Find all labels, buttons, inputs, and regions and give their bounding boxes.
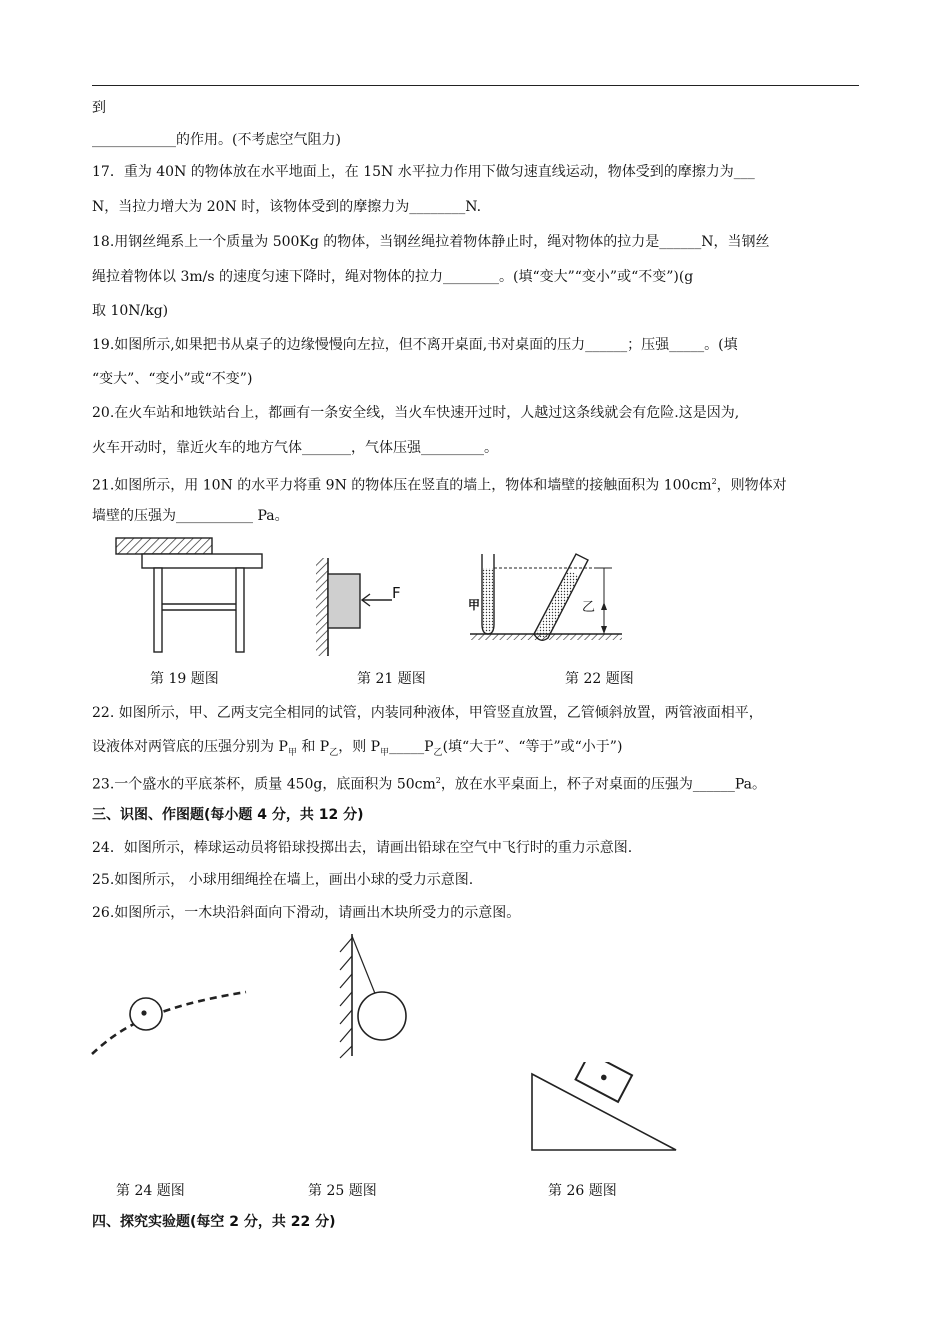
superscript: 2 [711, 477, 717, 486]
question-18: 18.用钢丝绳系上一个质量为 500Kg 的物体，当钢丝绳拉着物体静止时，绳对物体的拉力是______N，当钢丝 [92, 234, 770, 250]
block-on-incline-figure [528, 1062, 680, 1154]
header-rule [92, 85, 859, 86]
question-17: 17．重为 40N 的物体放在水平地面上，在 15N 水平拉力作用下做匀速直线运动，物体受到的摩擦力为___ [92, 164, 755, 180]
question-21 [92, 472, 787, 496]
tube-label-jia: 甲 [468, 598, 481, 612]
question-26: 26.如图所示，一木块沿斜面向下滑动，请画出木块所受力的示意图。 [92, 905, 521, 921]
subscript: 甲 [380, 747, 390, 758]
section-heading: 三、识图、作图题(每小题 4 分，共 12 分) [92, 807, 364, 823]
block-on-wall-figure [310, 554, 420, 658]
fig22-caption: 第 22 题图 [565, 671, 634, 687]
ball-trajectory-figure [86, 984, 256, 1060]
text-segment: ，则物体对 [716, 477, 787, 494]
text-line: ____________的作用。(不考虑空气阻力) [92, 132, 341, 148]
text-segment: 21.如图所示，用 10N 的水平力将重 9N 的物体压在竖直的墙上，物体和墙壁的接触面积为 100cm [92, 477, 712, 494]
text-line: 墙壁的压强为___________ Pa。 [92, 508, 289, 524]
superscript: 2 [435, 776, 441, 785]
text-segment: ，则 P [338, 739, 381, 755]
subscript: 甲 [287, 747, 297, 758]
text-line [92, 737, 622, 763]
table-with-book-figure [112, 534, 272, 656]
subscript: 乙 [329, 747, 339, 758]
fig24-caption: 第 24 题图 [116, 1183, 185, 1199]
hanging-ball-figure [326, 930, 416, 1060]
subscript: 乙 [433, 747, 443, 758]
text-segment: 设液体对两管底的压强分别为 P [92, 739, 288, 755]
force-label: F [392, 584, 401, 602]
question-25: 25.如图所示， 小球用细绳拴在墙上，画出小球的受力示意图. [92, 872, 474, 888]
text-line: N，当拉力增大为 20N 时，该物体受到的摩擦力为________N. [92, 199, 482, 215]
text-segment: ，放在水平桌面上，杯子对桌面的压强为______Pa。 [440, 776, 767, 793]
text-segment: (填“大于”、“等于”或“小于”) [442, 739, 623, 755]
question-22: 22. 如图所示，甲、乙两支完全相同的试管，内装同种液体，甲管竖直放置，乙管倾斜放置，两管液面相平， [92, 705, 763, 721]
text-line: 取 10N/kg) [92, 303, 169, 319]
question-20: 20.在火车站和地铁站台上，都画有一条安全线，当火车快速开过时，人越过这条线就会有危险.这是因为, [92, 405, 740, 421]
fig19-caption: 第 19 题图 [150, 671, 219, 687]
fig25-caption: 第 25 题图 [308, 1183, 377, 1199]
fig26-caption: 第 26 题图 [548, 1183, 617, 1199]
text-line: “变大”、“变小”或“不变”) [92, 371, 253, 387]
text-segment: 23.一个盛水的平底茶杯，质量 450g，底面积为 50cm [92, 776, 436, 793]
text-line: 绳拉着物体以 3m/s 的速度匀速下降时，绳对物体的拉力________。(填“变大”“变小”或“不变”)(g [92, 269, 694, 285]
text-line: 到 [92, 100, 106, 116]
section-heading: 四、探究实验题(每空 2 分，共 22 分) [92, 1214, 336, 1230]
text-line: 火车开动时，靠近火车的地方气体_______，气体压强_________。 [92, 440, 498, 456]
fig21-caption: 第 21 题图 [357, 671, 426, 687]
text-segment: 和 P [296, 739, 330, 755]
question-23 [92, 771, 766, 795]
tube-label-yi: 乙 [582, 600, 596, 615]
question-19: 19.如图所示,如果把书从桌子的边缘慢慢向左拉，但不离开桌面,书对桌面的压力______；压强_____。(填 [92, 337, 738, 353]
test-tubes-figure [464, 548, 624, 644]
text-segment: _____P [389, 739, 434, 755]
question-24: 24．如图所示，棒球运动员将铅球投掷出去，请画出铅球在空气中飞行时的重力示意图. [92, 840, 633, 856]
